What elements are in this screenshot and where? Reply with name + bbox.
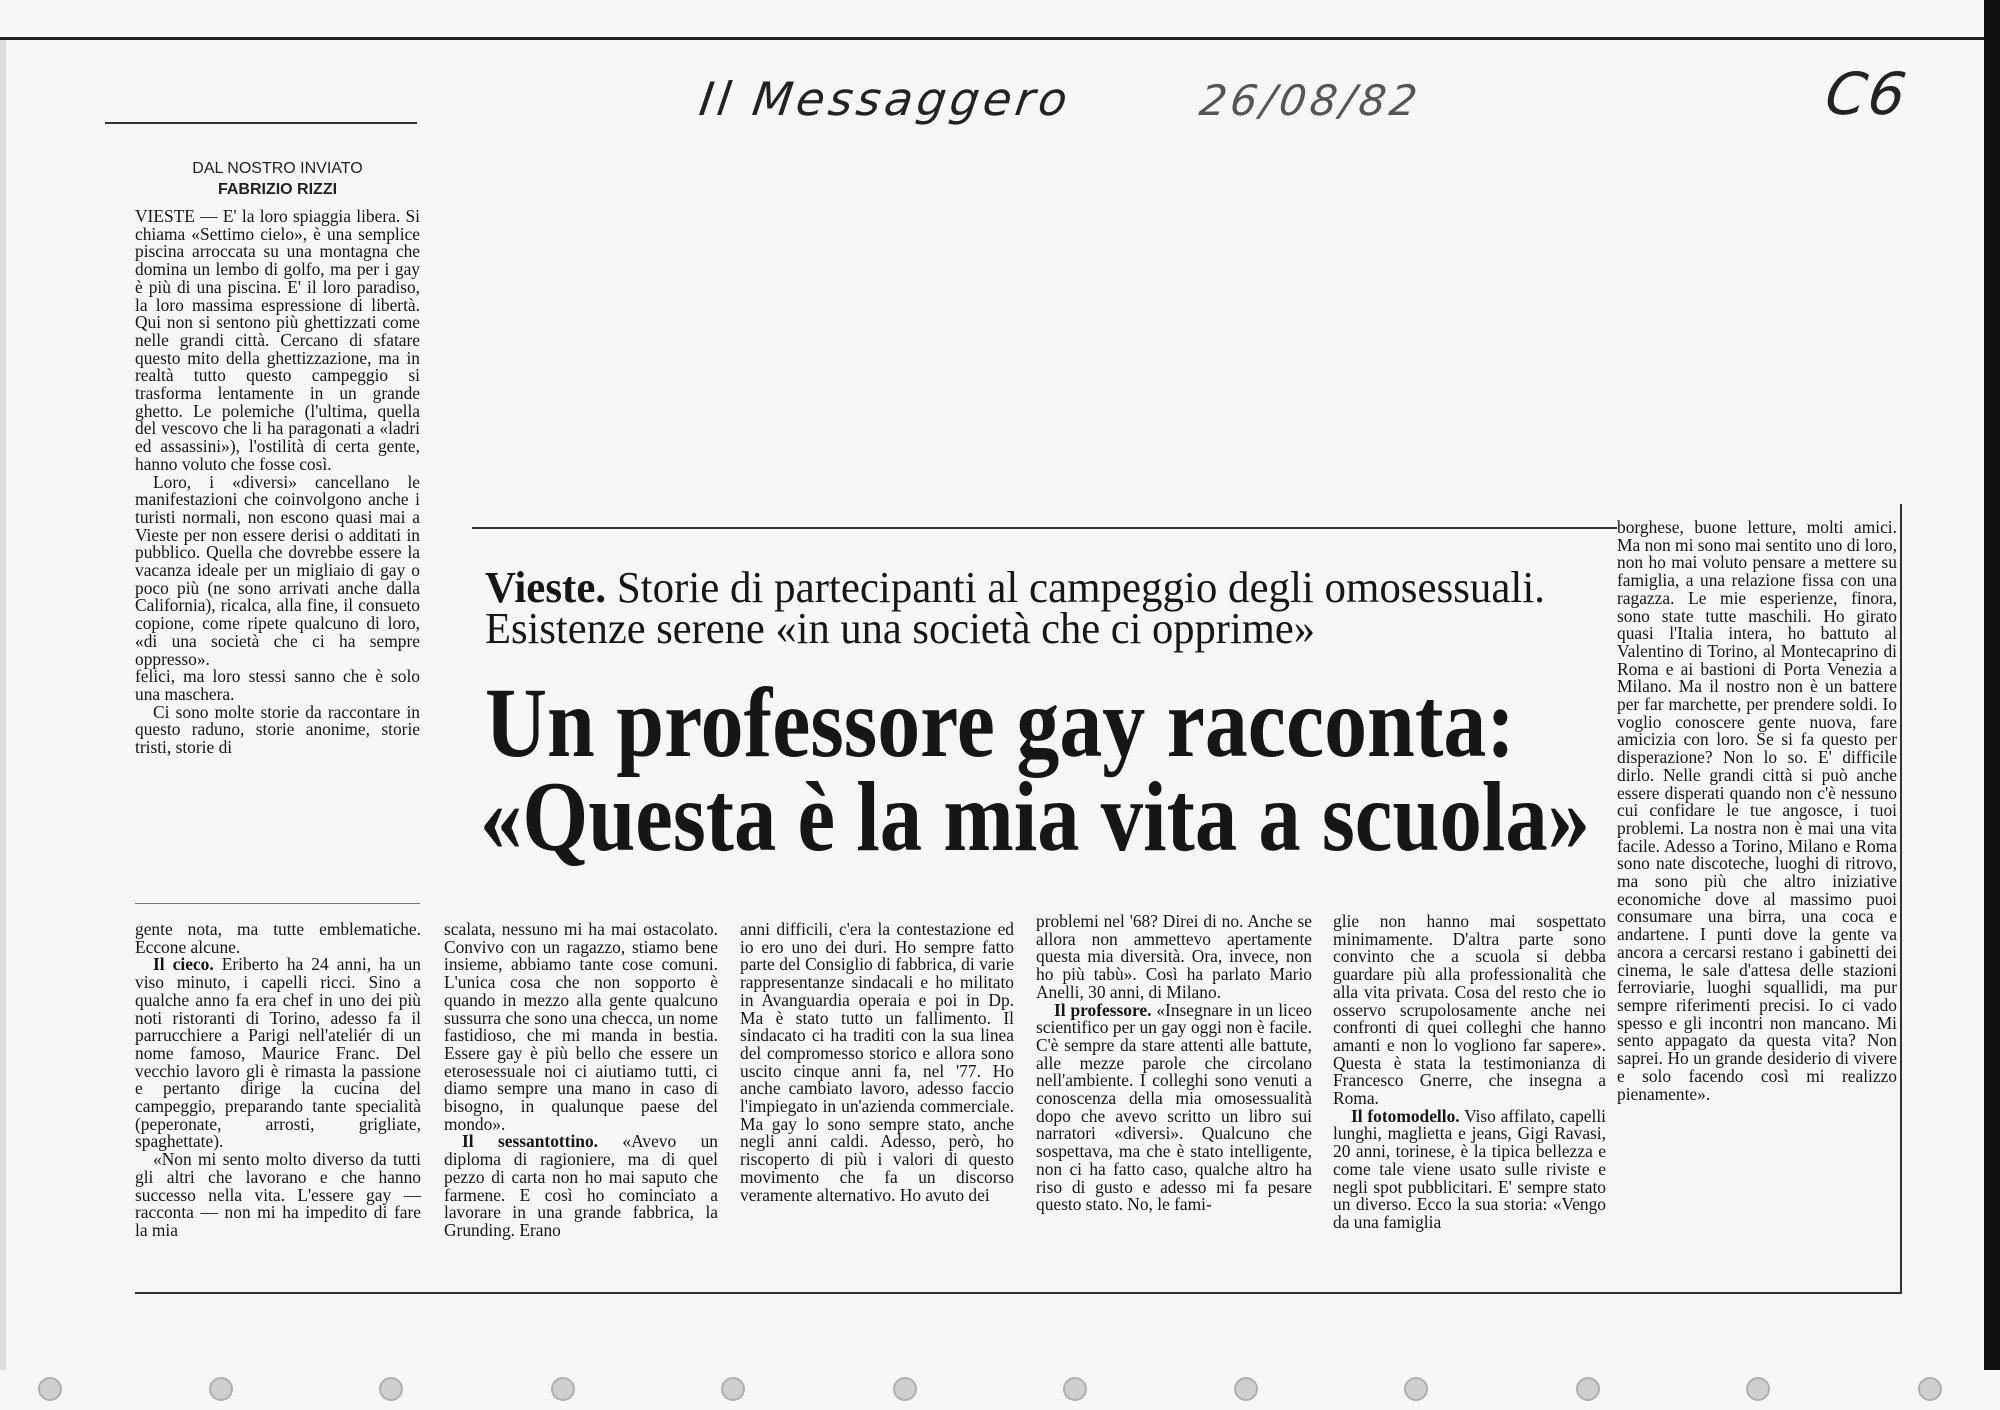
section-lead: Il cieco. [153,954,214,975]
binder-hole [1746,1377,1770,1401]
paragraph [1036,999,1312,1215]
scan-right-edge [1984,0,2000,1370]
article-column-5 [1333,913,1606,1232]
paragraph-text: «Insegnare in un liceo scientifico per un gay oggi non è facile. C'è sempre da stare attenti alle battute, alle mezze parole che circolano nell'ambiente. I colleghi sono venuti a conoscenza della mia omosessualità dopo che avevo scritto un libro sui narratori «diversi». Qualcuno che sospettava, ma che è stato intelligente, non ci ha fatto caso, qualche altro ha riso di gusto e adesso mi fa pesare questo stato. No, le fami- [1036,999,1312,1215]
paragraph: VIESTE — E' la loro spiaggia libera. Si chiama «Settimo cielo», è una semplice piscina arroccata su una montagna che domina un lembo di golfo, ma per i gay è più di una piscina. E' il loro paradiso, la loro massima espressione di libertà. Qui non si sentono più ghettizzati come nelle grandi città. Cercano di sfatare questo mito della ghettizzazione, ma in realtà tutto questo campeggio si trasforma lentamente in un grande ghetto. Le polemiche (l'ultima, quella del vescovo che li ha paragonati a «ladri ed assassini»), l'ostilità di certa gente, hanno voluto che fosse così. [135,206,420,474]
paragraph: Ci sono molte storie da raccontare in questo raduno, storie anonime, storie tristi, storie di [135,701,420,758]
paragraph [444,1133,718,1239]
headline-block [470,540,1620,880]
paragraph: gente nota, ma tutte emblematiche. Eccone alcune. [135,919,421,957]
handwritten-date: 26/08/82 [1196,76,1425,125]
headline-line-2: «Questa è la mia vita a scuola» [480,761,1590,872]
byline-author: FABRIZIO RIZZI [217,181,338,198]
paragraph: «Non mi sento molto diverso da tutti gli altri che lavorano e che hanno successo nella vita. L'essere gay — racconta — non mi ha impedito di fare la mia [135,1149,421,1240]
section-lead: Il fotomodello. [1351,1105,1460,1126]
handwritten-newspaper-name: Il Messaggero [696,72,1075,126]
scan-left-shadow [0,40,6,1370]
article-column-2 [444,921,718,1240]
column-divider-rule [135,903,420,904]
headline-line-1: Un professore gay racconta: [485,667,1515,778]
column-top-rule [105,122,417,124]
section-lead: Il sessantottino. [462,1131,599,1152]
binder-hole [1063,1377,1087,1401]
binder-hole [209,1377,233,1401]
paragraph-text: Viso affilato, capelli lunghi, maglietta e jeans, Gigi Ravasi, 20 anni, torinese, è la tipica bellezza e come tale viene usato sulle riviste e negli spot pubblicitari. E' sempre stato un diverso. Ecco la sua storia: «Vengo da una famiglia [1333,1105,1606,1232]
byline-label: DAL NOSTRO INVIATO [192,160,363,177]
article-column-1-bottom [135,921,421,1240]
paragraph: felici, ma loro stessi sanno che è solo una maschera. [135,666,420,704]
article-box-right-rule [1900,504,1902,1294]
paragraph: problemi nel '68? Direi di no. Anche se allora non ammettevo apertamente questa mia diversità. Ora, invece, non ho più tabù». Così ha parlato Mario Anelli, 30 anni, di Milano. [1036,911,1312,1002]
section-lead: Il professore. [1054,999,1152,1020]
scan-top-edge [0,37,1985,40]
article-column-1-top [135,208,420,757]
kicker-lead: Vieste. [485,563,610,612]
article-bottom-rule [135,1292,1900,1294]
paragraph: Loro, i «diversi» cancellano le manifestazioni che coinvolgono anche i turisti normali, non escono quasi mai a Vieste per non essere derisi o additati in pubblico. Quella che dovrebbe essere la vacanza ideale per un migliaio di gay o poco più (ne sono arrivati anche dalla California), ricalca, alla fine, il consueto copione, come ripete qualcuno di loro, «di una società che ci ha sempre oppresso». [135,471,420,669]
paragraph: anni difficili, c'era la contestazione ed io ero uno dei duri. Ho sempre fatto parte del Consiglio di fabbrica, di varie rappresentanze sindacali e ho militato in Avanguardia operaia e poi in Dp. Ma è stato tutto un fallimento. Il sindacato ci ha traditi con la sua linea del compromesso storico e allora sono uscito cinque anni fa, nel '77. Ho anche cambiato lavoro, adesso faccio l'impiegato in un'azienda commerciale. Ma gay lo sono sempre stato, anche negli anni caldi. Adesso, però, ho riscoperto di più i valori di questo movimento che fa un discorso veramente alternativo. Ho avuto dei [740,919,1014,1205]
article-column-3 [740,921,1014,1204]
article-column-4 [1036,913,1312,1214]
binder-hole [38,1377,62,1401]
kicker-line-2: Esistenze serene «in una società che ci opprime» [485,604,1315,653]
paragraph: borghese, buone letture, molti amici. Ma non mi sono mai sentito uno di loro, non ho mai voluto pensare a mettere su famiglia, a una relazione fissa con una ragazza. Le mie esperienze, finora, sono state tutte maschili. Ho girato quasi l'Italia intera, ho battuto al Valentino di Torino, al Montecaprino di Roma e ai bastioni di Porta Venezia a Milano. Ma il nostro non è un battere per far marchette, per prendere soldi. Io voglio conoscere gente nuova, fare amicizia con loro. Se si fa questo per disperazione? Non lo so. E' difficile dirlo. Nelle grandi città si può anche essere disperati quando non c'è nessuno cui confidare le tue angosce, i tuoi problemi. La nostra non è mai una vita facile. Adesso a Torino, Milano e Roma sono nate discoteche, luoghi di ritrovo, ma sono più che altro iniziative economiche dove al massimo puoi consumare una birra, una coca e andartene. I punti dove la gente va ancora a cercarsi restano i gabinetti dei cinema, le sale d'attesa delle stazioni ferroviarie, luoghi squallidi, ma pur sempre riferimenti precisi. Io ci vado spesso e gli incontri non mancano. Mi sento appagato da questa vita? Non saprei. Ho un grande desiderio di vivere e solo facendo così mi realizzo pienamente». [1617,517,1897,1104]
handwritten-code: C6 [1821,60,1913,128]
article-box-top-rule [472,527,1617,529]
paragraph [1333,1105,1606,1232]
binder-hole [893,1377,917,1401]
binder-hole [721,1377,745,1401]
paragraph: scalata, nessuno mi ha mai ostacolato. Convivo con un ragazzo, stiamo bene insieme, abbiamo tante cose comuni. L'unica cosa che non sopporto è quando in mezzo alla gente qualcuno sussurra che sono una checca, un nome fastidioso, che mi manda in bestia. Essere gay è più bello che essere un eterosessuale noi ci aiutiamo tutti, ci diamo sempre una mano in caso di bisogno, in qualunque paese del mondo». [444,919,718,1134]
paragraph [135,956,421,1151]
byline [135,158,420,200]
binder-hole [1918,1377,1942,1401]
paragraph: glie non hanno mai sospettato minimamente. D'altra parte sono convinto che a scuola si debba guardare più alla professionalità che alla vita privata. Cosa del resto che io osservo scrupolosamente anche nei confronti di quei colleghi che hanno amanti e non lo vogliono far sapere». Questa è stata la testimonianza di Francesco Gnerre, che insegna a Roma. [1333,911,1606,1109]
paragraph-text: Eriberto ha 24 anni, ha un viso minuto, i capelli ricci. Sino a qualche anno fa era chef in uno dei più noti ristoranti di Torino, adesso fa il parrucchiere a Parigi nell'ateliér di un nome famoso, Maurice Franc. Del vecchio lavoro gli è rimasta la passione e pertanto dirige la cucina del campeggio, preparando tante specialità (peperonate, arrosti, grigliate, spaghettate). [135,954,421,1152]
binder-hole [1234,1377,1258,1401]
binder-hole [1576,1377,1600,1401]
paragraph-text: «Avevo un diploma di ragioniere, ma di quel pezzo di carta non ho mai saputo che farmene. E così ho cominciato a lavorare in una grande fabbrica, la Grunding. Erano [444,1131,718,1240]
binder-hole [551,1377,575,1401]
article-column-6 [1617,519,1897,1103]
kicker-text: Storie di partecipanti al campeggio degli omosessuali. [606,563,1569,612]
binder-hole [379,1377,403,1401]
binder-hole [1404,1377,1428,1401]
